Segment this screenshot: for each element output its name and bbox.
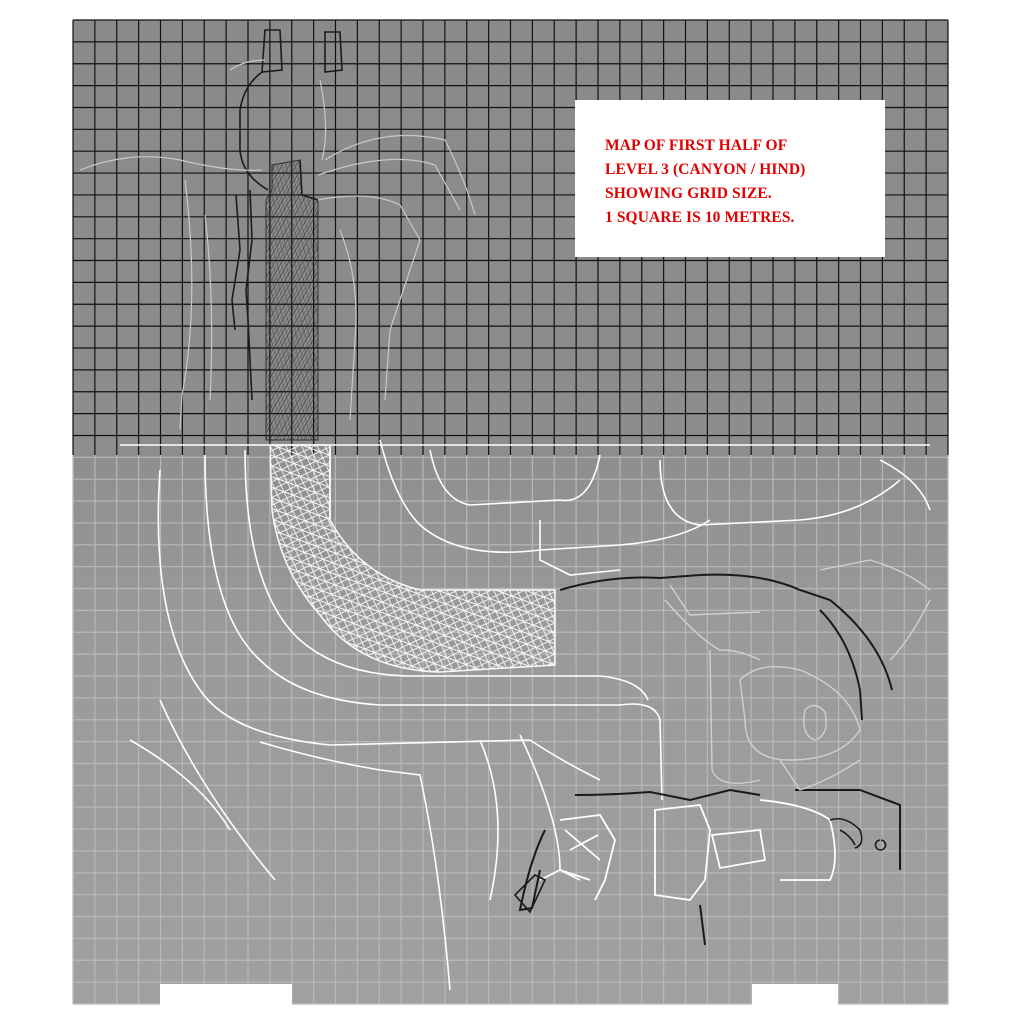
legend-line-2: LEVEL 3 (CANYON / HIND): [605, 161, 806, 178]
map-legend-box: [575, 100, 885, 257]
legend-line-3: SHOWING GRID SIZE.: [605, 185, 772, 202]
legend-line-4: 1 SQUARE IS 10 METRES.: [605, 209, 795, 226]
canyon-corridor: [266, 160, 318, 440]
bottom-gap-left: [160, 984, 292, 1006]
legend-line-1: MAP OF FIRST HALF OF: [605, 137, 788, 154]
bottom-gap-right: [752, 984, 838, 1006]
